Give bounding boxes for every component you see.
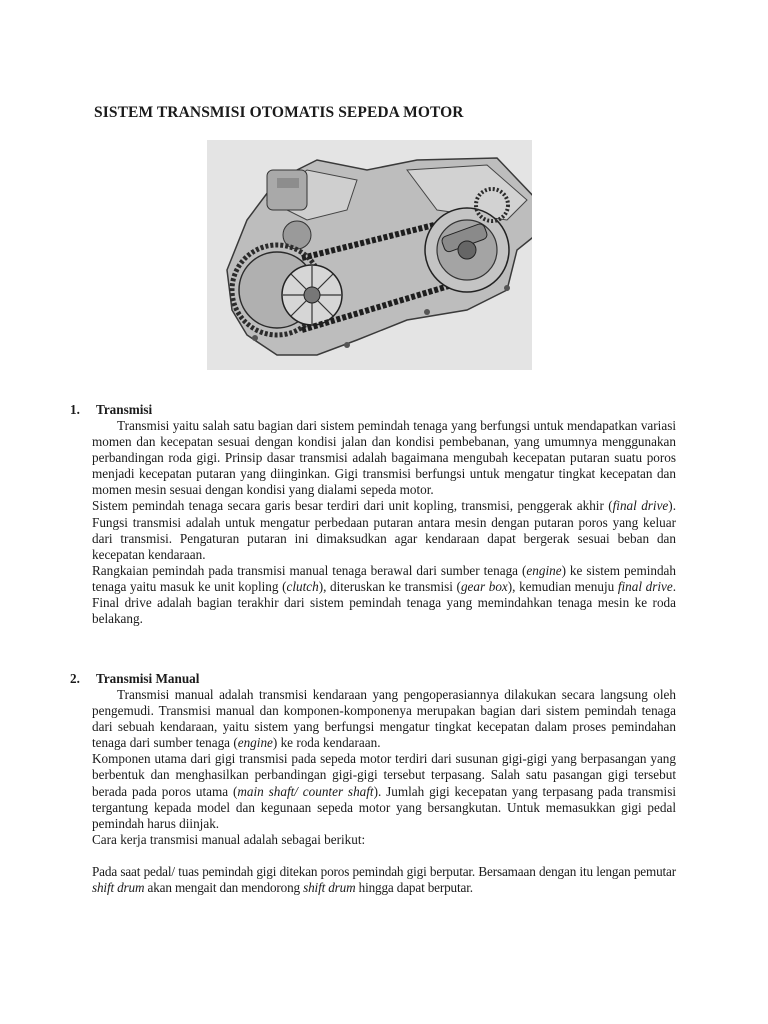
paragraph: Cara kerja transmisi manual adalah sebagai berikut: xyxy=(92,831,366,847)
section-transmisi-manual xyxy=(70,671,676,896)
paragraph: Komponen utama dari gigi transmisi pada sepeda motor terdiri dari susunan gigi-gigi yang berpasangan yang berbentuk dan menghasilkan perbandingan gigi-gigi tersebut terpasang. Salah satu pasangan gigi tersebut berada pada poros utama (main shaft/ counter shaft). Jumlah gigi kecepatan yang terpasang pada transmisi tergantung kepada model dan kegunaan sepeda motor yang bersangkutan. Untuk memasukkan gigi pedal pemindah harus diinjak. xyxy=(92,751,677,831)
section-heading xyxy=(70,402,676,418)
cvt-transmission-drawing xyxy=(207,140,532,370)
paragraph: Sistem pemindah tenaga secara garis besar terdiri dari unit kopling, transmisi, penggerak akhir (final drive). Fungsi transmisi adalah untuk mengatur perbedaan putaran antara mesin dengan putaran poros yang keluar dari transmisi. Pengaturan putaran ini dimaksudkan agar kendaraan dapat bergerak sesuai beban dan kecepatan kendaraan. xyxy=(92,498,676,562)
paragraph: Transmisi yaitu salah satu bagian dari sistem pemindah tenaga yang berfungsi untuk mendapatkan variasi momen dan kecepatan sesuai dengan kondisi jalan dan kondisi pembebanan, yang umumnya menggunakan perbandingan roda gigi. Prinsip dasar transmisi adalah bagaimana mengubah kecepatan putaran suatu poros menjadi kecepatan putaran yang diinginkan. Gigi transmisi berfungsi untuk mengatur tingkat kecepatan dan momen mesin sesuai dengan kondisi yang dialami sepeda motor. xyxy=(92,418,676,498)
section-title: Transmisi Manual xyxy=(96,671,200,686)
section-title: Transmisi xyxy=(96,402,153,417)
paragraph: Rangkaian pemindah pada transmisi manual tenaga berawal dari sumber tenaga (engine) ke sistem pemindah tenaga yaitu masuk ke unit kopling (clutch), diteruskan ke transmisi (gear box), kemudian menuju final drive. Final drive adalah bagian terakhir dari sistem pemindah tenaga yang memindahkan tenaga mesin ke roda belakang. xyxy=(92,562,677,627)
section-number: 1. xyxy=(70,402,80,417)
section-body xyxy=(92,418,676,627)
section-heading xyxy=(70,671,676,687)
section-body xyxy=(92,687,676,896)
document-title: SISTEM TRANSMISI OTOMATIS SEPEDA MOTOR xyxy=(94,104,464,121)
paragraph: Pada saat pedal/ tuas pemindah gigi ditekan poros pemindah gigi berputar. Bersamaan dengan itu lengan pemutar shift drum akan mengait dan mendorong shift drum hingga dapat berputar. xyxy=(92,863,676,896)
section-number: 2. xyxy=(70,671,80,686)
section-transmisi xyxy=(70,402,676,627)
paragraph: Transmisi manual adalah transmisi kendaraan yang pengoperasiannya dilakukan secara langsung oleh pengemudi. Transmisi manual dan komponen-komponenya merupakan bagian dari sistem pemindah tenaga dari sebuah kendaraan, yaitu sistem yang berfungsi mengatur tingkat kecepatan dalam proses pemindahan tenaga dari sumber tenaga (engine) ke roda kendaraan. xyxy=(92,687,676,751)
cvt-transmission-illustration xyxy=(207,140,532,370)
